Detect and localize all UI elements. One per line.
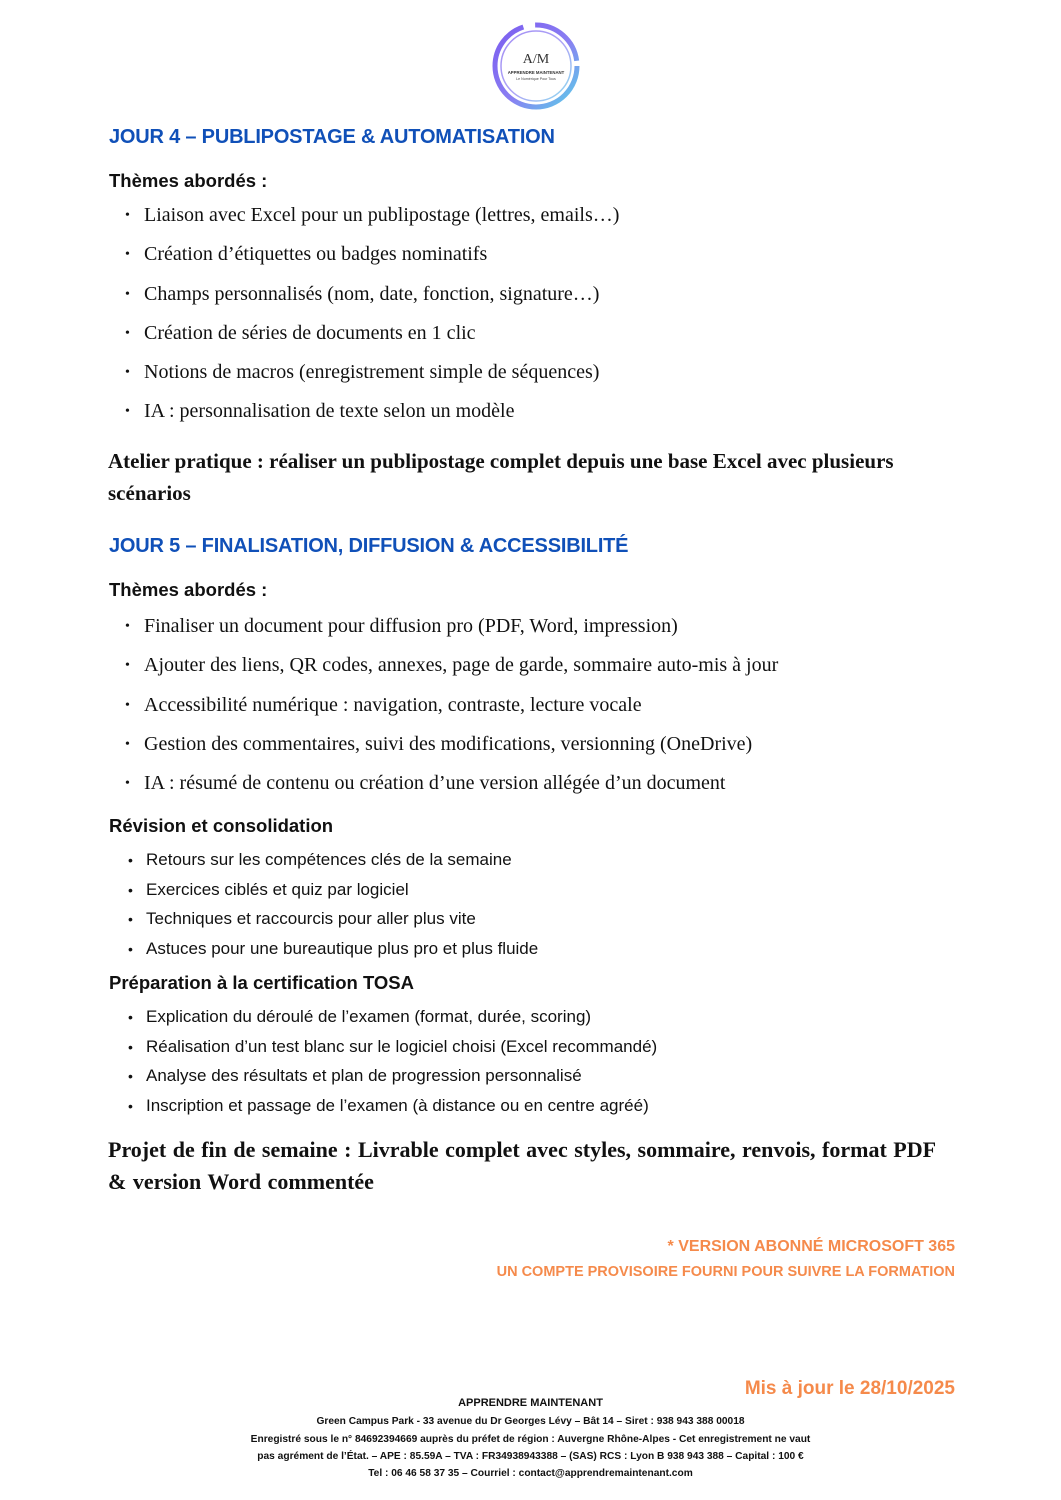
list-item: • Notions de macros (enregistrement simple de séquences) xyxy=(125,360,619,399)
final-project: Projet de fin de semaine : Livrable complet avec styles, sommaire, renvois, format PDF & version Word commentée xyxy=(108,1137,937,1194)
footer-registration: Enregistré sous le n° 84692394669 auprès du préfet de région : Auvergne Rhône-Alpes - Cet enregistrement ne vaut xyxy=(250,1434,811,1445)
day5-heading: JOUR 5 – FINALISATION, DIFFUSION & ACCESSIBILITÉ xyxy=(109,535,629,557)
day5-themes-list xyxy=(125,614,778,810)
updated-date: Mis à jour le 28/10/2025 xyxy=(744,1378,955,1399)
list-item: • Astuces pour une bureautique plus pro et plus fluide xyxy=(128,938,539,958)
bullet-icon: • xyxy=(125,286,130,302)
bullet-icon: • xyxy=(125,404,130,420)
bullet-icon: • xyxy=(125,208,130,223)
revision-list xyxy=(128,849,538,967)
bullet-icon: • xyxy=(125,619,130,634)
footer-legal: pas agrément de l’État. – APE : 85.59A – TVA : FR34938943388 – (SAS) RCS : Lyon B 938 943 388 – Capital : 100 € xyxy=(257,1451,804,1462)
logo-tagline: Le Numérique Pour Tous xyxy=(516,77,556,81)
list-item: • Accessibilité numérique : navigation, contraste, lecture vocale xyxy=(125,693,778,732)
bullet-icon: • xyxy=(125,658,130,674)
bullet-icon: • xyxy=(128,1038,133,1055)
bullet-icon: • xyxy=(128,1097,133,1114)
tosa-list xyxy=(128,1006,657,1124)
account-note: UN COMPTE PROVISOIRE FOURNI POUR SUIVRE LA FORMATION xyxy=(496,1264,955,1280)
list-item: • IA : résumé de contenu ou création d’une version allégée d’un document xyxy=(125,771,778,810)
bullet-icon: • xyxy=(128,881,133,898)
tosa-heading: Préparation à la certification TOSA xyxy=(109,972,414,993)
bullet-icon: • xyxy=(125,697,130,713)
logo-ring-icon xyxy=(486,21,586,111)
list-item: • Liaison avec Excel pour un publipostage (lettres, emails…) xyxy=(125,203,619,242)
bullet-icon: • xyxy=(128,940,133,957)
logo-monogram: A/M xyxy=(522,52,550,67)
footer-address: Green Campus Park - 33 avenue du Dr Georges Lévy – Bât 14 – Siret : 938 943 388 00018 xyxy=(316,1416,745,1427)
revision-heading: Révision et consolidation xyxy=(109,815,334,836)
day4-heading: JOUR 4 – PUBLIPOSTAGE & AUTOMATISATION xyxy=(109,126,555,148)
list-item: • Retours sur les compétences clés de la semaine xyxy=(128,850,512,869)
list-item: • Création d’étiquettes ou badges nominatifs xyxy=(125,242,619,281)
list-item: • Création de séries de documents en 1 clic xyxy=(125,321,619,360)
footer-company: APPRENDRE MAINTENANT xyxy=(458,1397,603,1409)
footer-contact: Tel : 06 46 58 37 35 – Courriel : contact@apprendremaintenant.com xyxy=(368,1468,693,1479)
list-item: • Exercices ciblés et quiz par logiciel xyxy=(128,879,409,899)
bullet-icon: • xyxy=(125,776,130,792)
list-item: • Analyse des résultats et plan de progression personnalisé xyxy=(128,1066,582,1085)
logo-brand: APPRENDRE MAINTENANT xyxy=(507,70,565,75)
day5-themes-label: Thèmes abordés : xyxy=(109,579,268,600)
bullet-icon: • xyxy=(125,736,130,752)
bullet-icon: • xyxy=(128,1068,133,1084)
list-item: • Explication du déroulé de l’examen (format, durée, scoring) xyxy=(128,1007,592,1026)
list-item: • Techniques et raccourcis pour aller plus vite xyxy=(128,909,476,928)
list-item: • Finaliser un document pour diffusion pro (PDF, Word, impression) xyxy=(125,614,778,653)
bullet-icon: • xyxy=(125,365,130,381)
list-item: • IA : personnalisation de texte selon un modèle xyxy=(125,399,619,438)
day4-workshop: Atelier pratique : réaliser un publipostage complet depuis une base Excel avec plusieurs scénarios xyxy=(108,449,894,505)
day4-themes-list xyxy=(125,203,619,439)
list-item: • Champs personnalisés (nom, date, fonction, signature…) xyxy=(125,282,619,321)
company-logo xyxy=(486,21,586,111)
bullet-icon: • xyxy=(128,852,133,868)
list-item: • Gestion des commentaires, suivi des modifications, versionning (OneDrive) xyxy=(125,732,778,771)
list-item: • Ajouter des liens, QR codes, annexes, page de garde, sommaire auto-mis à jour xyxy=(125,653,778,692)
bullet-icon: • xyxy=(125,325,130,341)
bullet-icon: • xyxy=(128,911,133,927)
list-item: • Inscription et passage de l’examen (à distance ou en centre agréé) xyxy=(128,1095,649,1115)
day4-themes-label: Thèmes abordés : xyxy=(109,170,268,191)
list-item: • Réalisation d’un test blanc sur le logiciel choisi (Excel recommandé) xyxy=(128,1036,658,1056)
version-note: * VERSION ABONNÉ MICROSOFT 365 xyxy=(667,1238,955,1255)
bullet-icon: • xyxy=(128,1009,133,1025)
bullet-icon: • xyxy=(125,247,130,263)
